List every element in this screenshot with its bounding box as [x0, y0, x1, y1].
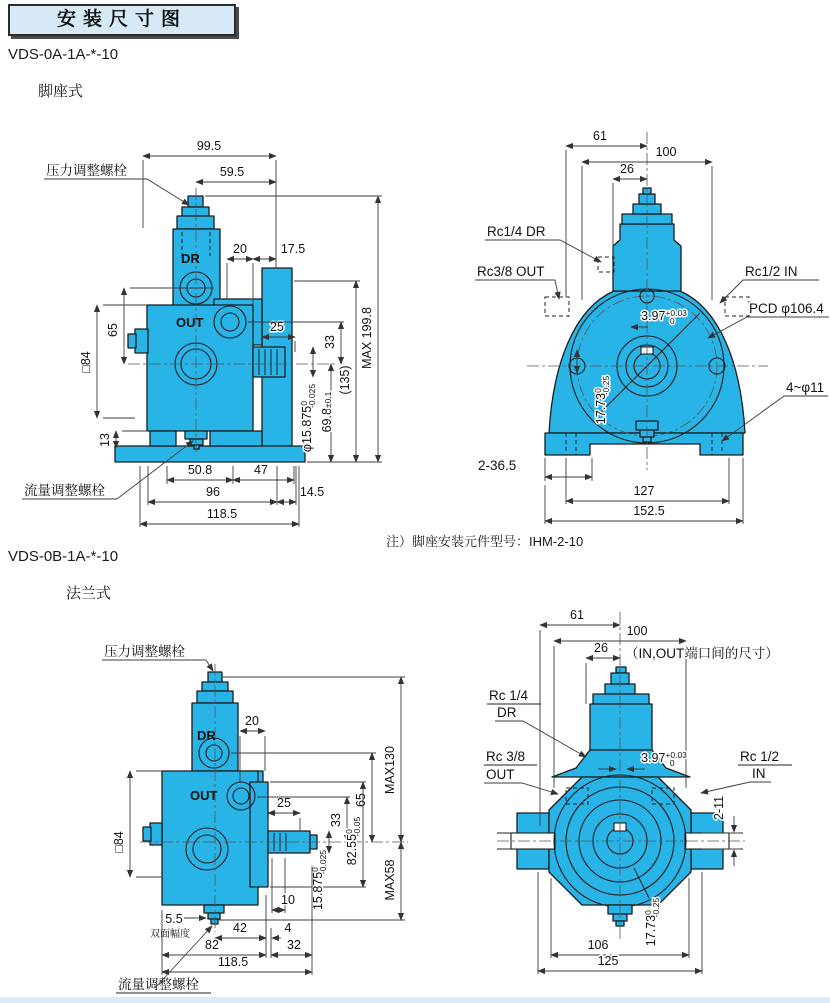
port-label-out: OUT	[190, 788, 218, 803]
page-title	[8, 4, 236, 36]
drawing-flange-front	[430, 600, 830, 1003]
dimension-label: 17.73$^0$-0.25	[643, 897, 661, 947]
dimension-label: $3.97^{+0.03}$ 0	[641, 750, 687, 768]
pressure-screw-label: 压力调整螺栓	[46, 163, 127, 178]
dimension-label: 33	[323, 335, 337, 349]
port-label-dr: DR	[197, 728, 216, 743]
dimension-label: 13	[98, 433, 112, 447]
pressure-screw-label: 压力调整螺栓	[104, 644, 185, 659]
dimension-label: 17.5	[280, 242, 306, 256]
dimension-label: 106	[587, 938, 609, 952]
dimension-label: 47	[254, 463, 268, 477]
dimension-label: 65	[106, 323, 120, 337]
dimension-label: φ15.875$^0$-0.025	[299, 383, 317, 453]
dimension-label: MAX58	[383, 859, 397, 901]
drawing-foot-side	[0, 130, 430, 535]
dimension-label: 82	[205, 938, 219, 952]
drawing-flange-side	[0, 645, 430, 1003]
dimension-label: 69.8±0.1	[320, 391, 334, 433]
flow-screw-label: 流量调整螺栓	[24, 483, 105, 498]
port-label-dr: DR	[181, 251, 200, 266]
ports-note: （IN,OUT端口间的尺寸）	[625, 646, 779, 661]
dimension-label: 152.5	[633, 504, 665, 518]
dimension-label: 5.5	[165, 912, 183, 926]
port-label-rc38: Rc 3/8	[486, 749, 526, 764]
port-label-out: OUT	[176, 315, 204, 330]
dimension-label: 32	[287, 938, 301, 952]
port-label-rc14dr: Rc1/4 DR	[487, 224, 546, 239]
dimension-label: 61	[593, 129, 607, 143]
port-label-rc12: Rc 1/2	[740, 749, 780, 764]
flow-screw-label: 流量调整螺栓	[118, 977, 199, 992]
dimension-label: 82.55$^0$-0.05	[344, 816, 362, 866]
pcd-label: PCD φ106.4	[749, 301, 824, 316]
port-label-rc12in: Rc1/2 IN	[745, 264, 798, 279]
dimension-label: 125	[597, 954, 619, 968]
dimension-label: 42	[233, 921, 247, 935]
dimension-label: □84	[112, 831, 126, 853]
page-title-text: 安装尺寸图	[56, 9, 187, 30]
dimension-label: 15.875$^0$-0.025	[310, 849, 328, 911]
mount-holes-label: 4~φ11	[786, 380, 825, 395]
port-label-in: IN	[752, 766, 766, 781]
page-edge-strip	[0, 997, 830, 1003]
dimension-label: 61	[570, 608, 584, 622]
dimension-label: (135)	[338, 365, 352, 395]
dimension-label: 2-36.5	[478, 458, 517, 473]
dimension-label: 96	[206, 485, 220, 499]
model-label-foot: VDS-0A-1A-*-10	[8, 46, 119, 63]
dimension-label: 118.5	[206, 507, 238, 521]
dimension-label: 33	[329, 813, 343, 827]
port-label-rc38out: Rc3/8 OUT	[477, 264, 545, 279]
dimension-label: 20	[233, 242, 247, 256]
mount-type-foot: 脚座式	[38, 83, 84, 100]
port-label-out: OUT	[486, 767, 515, 782]
dimension-label: 14.5	[299, 485, 325, 499]
dimension-label: 100	[655, 145, 677, 159]
dimension-label: 20	[245, 714, 259, 728]
dimension-label: 25	[270, 320, 284, 334]
dimension-label: 10	[281, 893, 295, 907]
dimension-label: MAX130	[383, 746, 397, 794]
dimension-label: MAX 199.8	[360, 307, 374, 369]
dimension-label: 2-11	[712, 795, 726, 821]
dimension-label: 26	[594, 641, 608, 655]
footnote: 注）脚座安装元件型号：IHM-2-10	[386, 534, 584, 549]
dimension-label: □84	[79, 351, 93, 373]
flats-label: 双面幅度	[150, 929, 190, 940]
dimension-label: 99.5	[196, 139, 222, 153]
model-label-flange: VDS-0B-1A-*-10	[8, 548, 119, 565]
dimension-label: 59.5	[219, 165, 245, 179]
dimension-label: 26	[620, 162, 634, 176]
dimension-label: $3.97^{+0.03}$ 0	[641, 308, 687, 326]
dimension-label: 4	[284, 921, 292, 935]
dimension-label: 100	[626, 624, 648, 638]
port-label-dr: DR	[497, 705, 517, 720]
dimension-label: 17.73$^0$-0.25	[593, 375, 611, 425]
dimension-label: 65	[354, 793, 368, 807]
dimension-label: 50.8	[187, 463, 213, 477]
dimension-label: 118.5	[217, 955, 249, 969]
port-label-rc14: Rc 1/4	[489, 688, 529, 703]
drawing-foot-front	[430, 110, 830, 540]
mount-type-flange: 法兰式	[66, 585, 112, 602]
dimension-label: 25	[277, 796, 291, 810]
dimension-label: 127	[633, 484, 655, 498]
